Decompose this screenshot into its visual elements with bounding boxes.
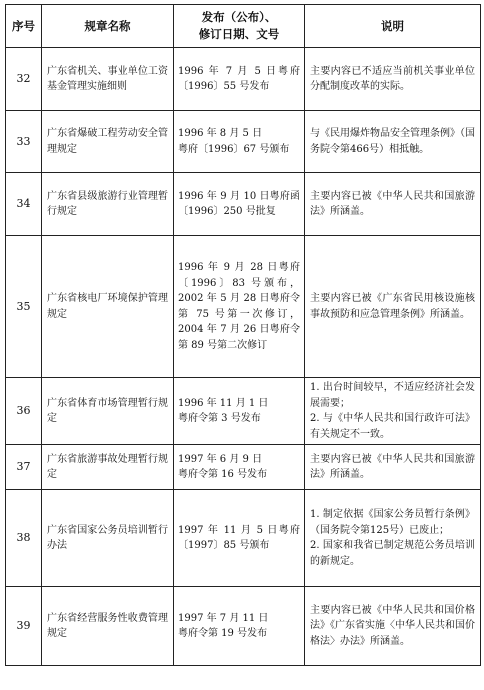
- table-row: [6, 48, 481, 111]
- row-desc: 主要内容已不适应当前机关事业单位分配制度改革的实际。: [305, 48, 481, 111]
- header-name: 规章名称: [42, 5, 174, 48]
- table-row: [6, 173, 481, 236]
- regulations-table: [5, 4, 481, 666]
- row-name: 广东省核电厂环境保护管理规定: [42, 236, 174, 378]
- row-date: 1997 年 7 月 11 日 粤府令第 19 号发布: [174, 587, 305, 666]
- row-name: 广东省旅游事故处理暂行规定: [42, 445, 174, 490]
- row-no: 36: [6, 378, 42, 445]
- row-name: 广东省县级旅游行业管理暂行规定: [42, 173, 174, 236]
- row-date: 1996 年 8 月 5 日 粤府〔1996〕67 号颁布: [174, 111, 305, 173]
- row-no: 37: [6, 445, 42, 490]
- table-row: [6, 587, 481, 666]
- table-row: [6, 378, 481, 445]
- table-row: [6, 445, 481, 490]
- table-row: [6, 490, 481, 587]
- row-name: 广东省体育市场管理暂行规定: [42, 378, 174, 445]
- row-name: 广东省机关、事业单位工资基金管理实施细则: [42, 48, 174, 111]
- table-row: [6, 111, 481, 173]
- row-no: 32: [6, 48, 42, 111]
- row-date: 1997 年 11 月 5 日粤府〔1997〕85 号颁布: [174, 490, 305, 587]
- row-desc: 主要内容已被《中华人民共和国旅游法》所涵盖。: [305, 173, 481, 236]
- table-row: [6, 236, 481, 378]
- row-no: 34: [6, 173, 42, 236]
- regulations-table-container: [5, 4, 480, 666]
- header-date: 发布（公布）、 修订日期、文号: [174, 5, 305, 48]
- row-date: 1997 年 6 月 9 日 粤府令第 16 号发布: [174, 445, 305, 490]
- row-desc: 1. 制定依据《国家公务员暂行条例》（国务院令第125号）已废止； 2. 国家和我省已制定规范公务员培训的新规定。: [305, 490, 481, 587]
- row-desc: 1. 出台时间较早，不适应经济社会发展需要； 2. 与《中华人民共和国行政许可法》有关规定不一致。: [305, 378, 481, 445]
- row-desc: 主要内容已被《中华人民共和国价格法》《广东省实施〈中华人民共和国价格法〉办法》所涵盖。: [305, 587, 481, 666]
- row-no: 35: [6, 236, 42, 378]
- row-date: 1996 年 7 月 5 日粤府〔1996〕55 号发布: [174, 48, 305, 111]
- table-header-row: [6, 5, 481, 48]
- row-no: 38: [6, 490, 42, 587]
- row-no: 33: [6, 111, 42, 173]
- header-no: 序号: [6, 5, 42, 48]
- row-date: 1996 年 9 月 10 日粤府函〔1996〕250 号批复: [174, 173, 305, 236]
- row-desc: 主要内容已被《广东省民用核设施核事故预防和应急管理条例》所涵盖。: [305, 236, 481, 378]
- row-no: 39: [6, 587, 42, 666]
- row-date: 1996 年 9 月 28 日粤府〔1996〕83 号颁布，2002 年 5 月 28 日粤府令第 75 号第一次修订，2004 年 7 月 26 日粤府令第 89 号第二次修订: [174, 236, 305, 378]
- header-desc: 说明: [305, 5, 481, 48]
- row-desc: 与《民用爆炸物品安全管理条例》（国务院令第466号）相抵触。: [305, 111, 481, 173]
- row-name: 广东省爆破工程劳动安全管理规定: [42, 111, 174, 173]
- row-name: 广东省经营服务性收费管理规定: [42, 587, 174, 666]
- row-name: 广东省国家公务员培训暂行办法: [42, 490, 174, 587]
- row-desc: 主要内容已被《中华人民共和国旅游法》所涵盖。: [305, 445, 481, 490]
- row-date: 1996 年 11 月 1 日 粤府令第 3 号发布: [174, 378, 305, 445]
